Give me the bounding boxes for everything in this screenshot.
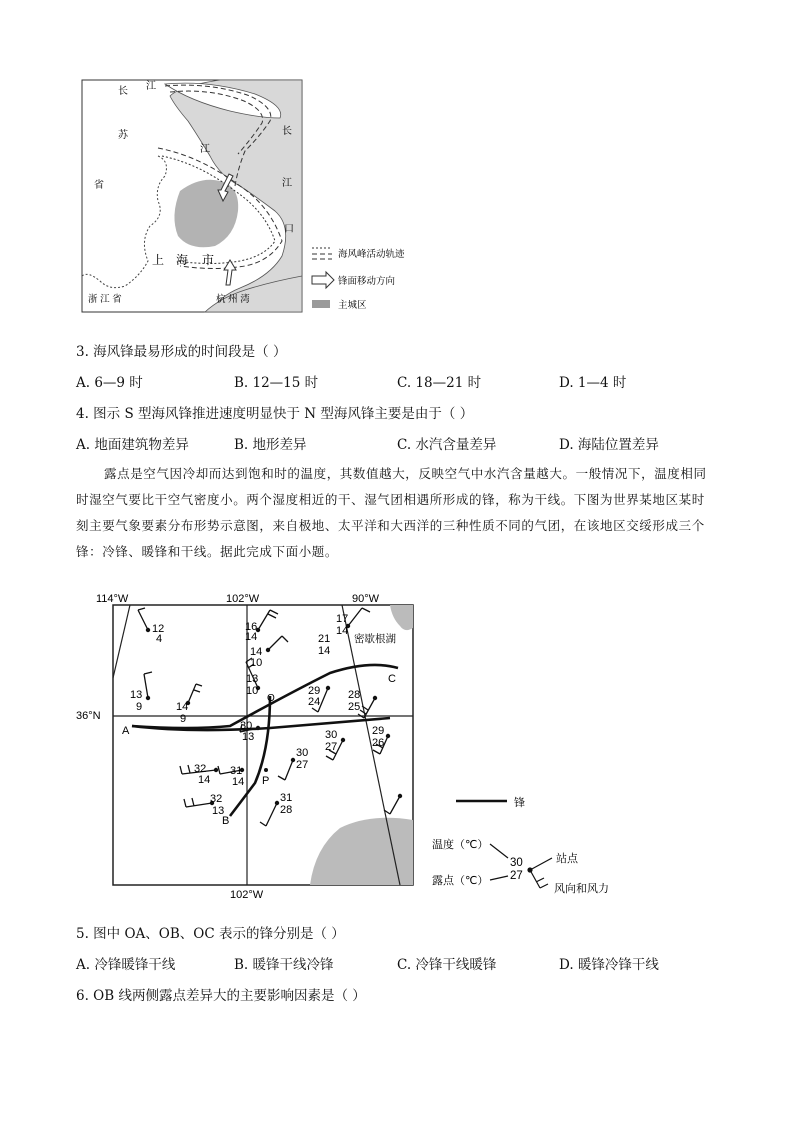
map1-label-hangzhouwan: 杭 州 湾 [216, 294, 250, 305]
point-C: C [388, 673, 396, 685]
legend-track-label: 海风峰活动轨迹 [338, 249, 405, 260]
map1-label-hai: 海 [176, 253, 189, 267]
question-5: 5. 图中 OA、OB、OC 表示的锋分别是（ ） [76, 926, 345, 942]
point-O: O [267, 693, 275, 704]
station-4-t: 21 [318, 633, 331, 645]
q5-option-c[interactable]: C. 冷锋干线暖锋 [397, 957, 497, 973]
legend-sample-dew: 27 [510, 870, 523, 882]
q4-option-b[interactable]: B. 地形差异 [234, 437, 307, 453]
station-1-t: 12 [152, 623, 165, 635]
station-11-t: 30 [240, 720, 253, 732]
station-17-t: 32 [210, 793, 223, 805]
station-5-d: 10 [250, 657, 263, 669]
station-2-t: 16 [245, 621, 258, 633]
station-7-d: 9 [136, 701, 143, 713]
station-9-d: 24 [308, 696, 321, 708]
q5-option-a[interactable]: A. 冷锋暖锋干线 [76, 957, 176, 973]
shanghai-sea-breeze-map [70, 76, 410, 318]
station-12-d: 27 [325, 741, 338, 753]
map1-label-chang1: 长 [118, 86, 128, 97]
map1-label-shi: 市 [202, 253, 215, 267]
fronts-weather-map [70, 588, 630, 906]
station-12-t: 30 [325, 729, 338, 741]
legend-temp-label: 温度（℃） [432, 839, 489, 851]
legend-dew-label: 露点（℃） [432, 875, 489, 887]
station-6-t: 13 [246, 673, 259, 685]
paragraph-text: 露点是空气因冷却而达到饱和时的温度，其数值越大，反映空气中水汽含量越大。一般情况下，温度相同时湿空气要比干空气密度小。两个湿度相近的干、湿气团相遇所形成的锋，称为干线。下图为世界某地区某时刻主要气象要素分布形势示意图，来自极地、太平洋和大西洋的三种性质不同的气团，在该地区交绥形成三个锋：冷锋、暖锋和干线。据此完成下面小题。 [76, 466, 707, 559]
point-A: A [122, 725, 130, 737]
station-17-d: 13 [212, 805, 225, 817]
station-2-d: 14 [245, 631, 258, 643]
station-13-t: 29 [372, 725, 385, 737]
station-9-t: 29 [308, 685, 321, 697]
station-4-d: 14 [318, 645, 331, 657]
q4-option-c[interactable]: C. 水汽含量差异 [397, 437, 497, 453]
station-15-d: 14 [198, 774, 211, 786]
legend-station-label: 站点 [556, 853, 578, 865]
station-1-d: 4 [156, 633, 163, 645]
legend-direction-label: 锋面移动方向 [338, 276, 396, 287]
reading-paragraph [76, 461, 716, 565]
station-10-t: 28 [348, 689, 361, 701]
q3-option-b[interactable]: B. 12—15 时 [234, 375, 319, 391]
q3-option-d[interactable]: D. 1—4 时 [559, 375, 627, 391]
station-5-t: 14 [250, 646, 263, 658]
question-4: 4. 图示 S 型海风锋推进速度明显快于 N 型海风锋主要是由于（ ） [76, 406, 474, 422]
legend-front-label: 锋 [514, 797, 525, 809]
map1-label-kou: 口 [284, 224, 294, 235]
map1-label-jiang3: 江 [282, 178, 292, 189]
point-P: P [262, 775, 270, 787]
station-16-d: 14 [232, 776, 245, 788]
station-18-t: 31 [280, 792, 293, 804]
map1-label-jiang2: 江 [200, 144, 210, 155]
station-10-d: 25 [348, 701, 361, 713]
station-15-t: 32 [194, 763, 207, 775]
station-7-t: 13 [130, 689, 143, 701]
station-6-d: 10 [246, 685, 259, 697]
legend-sample-temp: 30 [510, 857, 523, 869]
q5-option-b[interactable]: B. 暖锋干线冷锋 [234, 957, 334, 973]
station-3-d: 14 [336, 625, 349, 637]
q4-option-d[interactable]: D. 海陆位置差异 [559, 437, 659, 453]
station-14-t: 30 [296, 747, 309, 759]
lake-label: 密歇根湖 [354, 633, 396, 645]
station-8-d: 9 [180, 713, 187, 725]
map1-label-chang2: 长 [282, 126, 292, 137]
q4-option-a[interactable]: A. 地面建筑物差异 [76, 437, 189, 453]
legend-urban-label: 主城区 [338, 300, 367, 311]
lon-102-bottom: 102°W [230, 889, 264, 901]
station-8-t: 14 [176, 701, 189, 713]
station-13-d: 26 [372, 737, 385, 749]
station-3-t: 17 [336, 613, 349, 625]
lon-102-top: 102°W [226, 593, 260, 605]
map1-label-sheng1: 省 [94, 180, 104, 191]
legend-wind-label: 风向和风力 [554, 883, 609, 895]
q5-option-d[interactable]: D. 暖锋冷锋干线 [559, 957, 659, 973]
station-18-d: 28 [280, 804, 293, 816]
lon-114: 114°W [96, 593, 129, 605]
lon-90: 90°W [352, 593, 380, 605]
question-3: 3. 海风锋最易形成的时间段是（ ） [76, 344, 287, 360]
q3-option-c[interactable]: C. 18—21 时 [397, 375, 482, 391]
map1-label-zhejiang: 浙 江 省 [88, 294, 122, 305]
map1-label-jiang1: 江 [146, 81, 156, 92]
point-B: B [222, 815, 230, 827]
question-6: 6. OB 线两侧露点差异大的主要影响因素是（ ） [76, 988, 366, 1004]
station-16-t: 31 [230, 765, 243, 777]
q3-option-a[interactable]: A. 6—9 时 [76, 375, 143, 391]
lat-36: 36°N [76, 710, 101, 722]
station-14-d: 27 [296, 759, 309, 771]
map1-label-su: 苏 [118, 130, 128, 141]
map1-label-shang: 上 [152, 253, 165, 267]
station-11-d: 13 [242, 731, 255, 743]
